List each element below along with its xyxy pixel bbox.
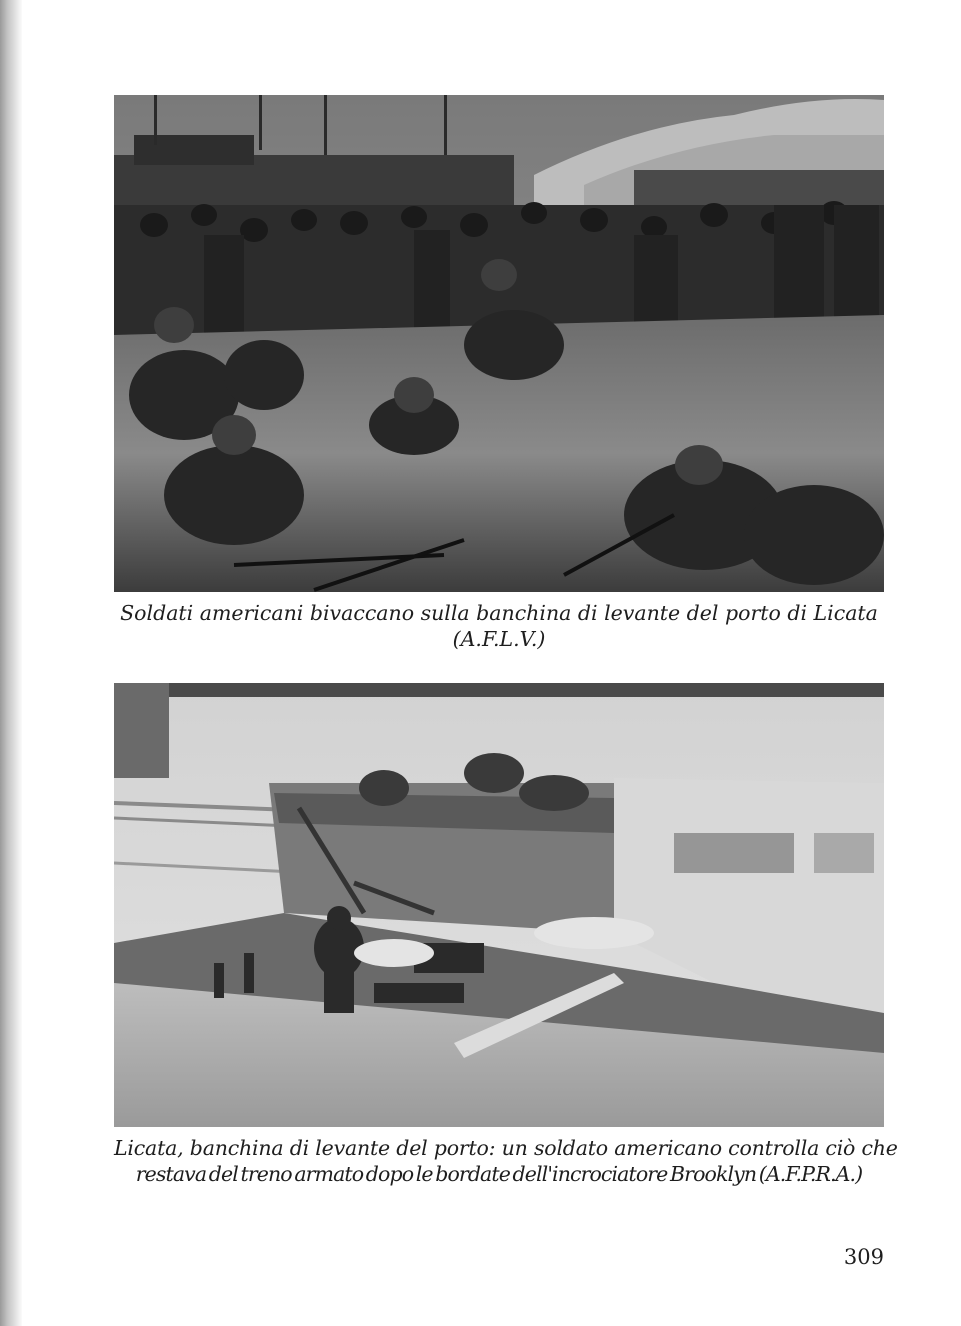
caption-line: Soldati americani bivaccano sulla banchina di levante del porto di Licata [120,601,878,625]
caption-armored-train [114,1135,898,1187]
photo-soldiers-bivouac [114,95,884,592]
caption-line: Licata, banchina di levante del porto: un soldato americano controlla ciò che [114,1136,898,1160]
caption-soldiers-bivouac [114,600,884,652]
book-spine-shadow [0,0,22,1326]
photo-armored-train [114,683,884,1127]
caption-line: (A.F.L.V.) [452,627,546,651]
caption-line: restava del treno armato dopo le bordate dell'incrociatore Brooklyn (A.F.P.R.A.) [135,1162,863,1186]
photo-armored-train-image [114,683,884,1127]
page-number: 309 [843,1245,884,1269]
photo-soldiers-bivouac-image [114,95,884,592]
